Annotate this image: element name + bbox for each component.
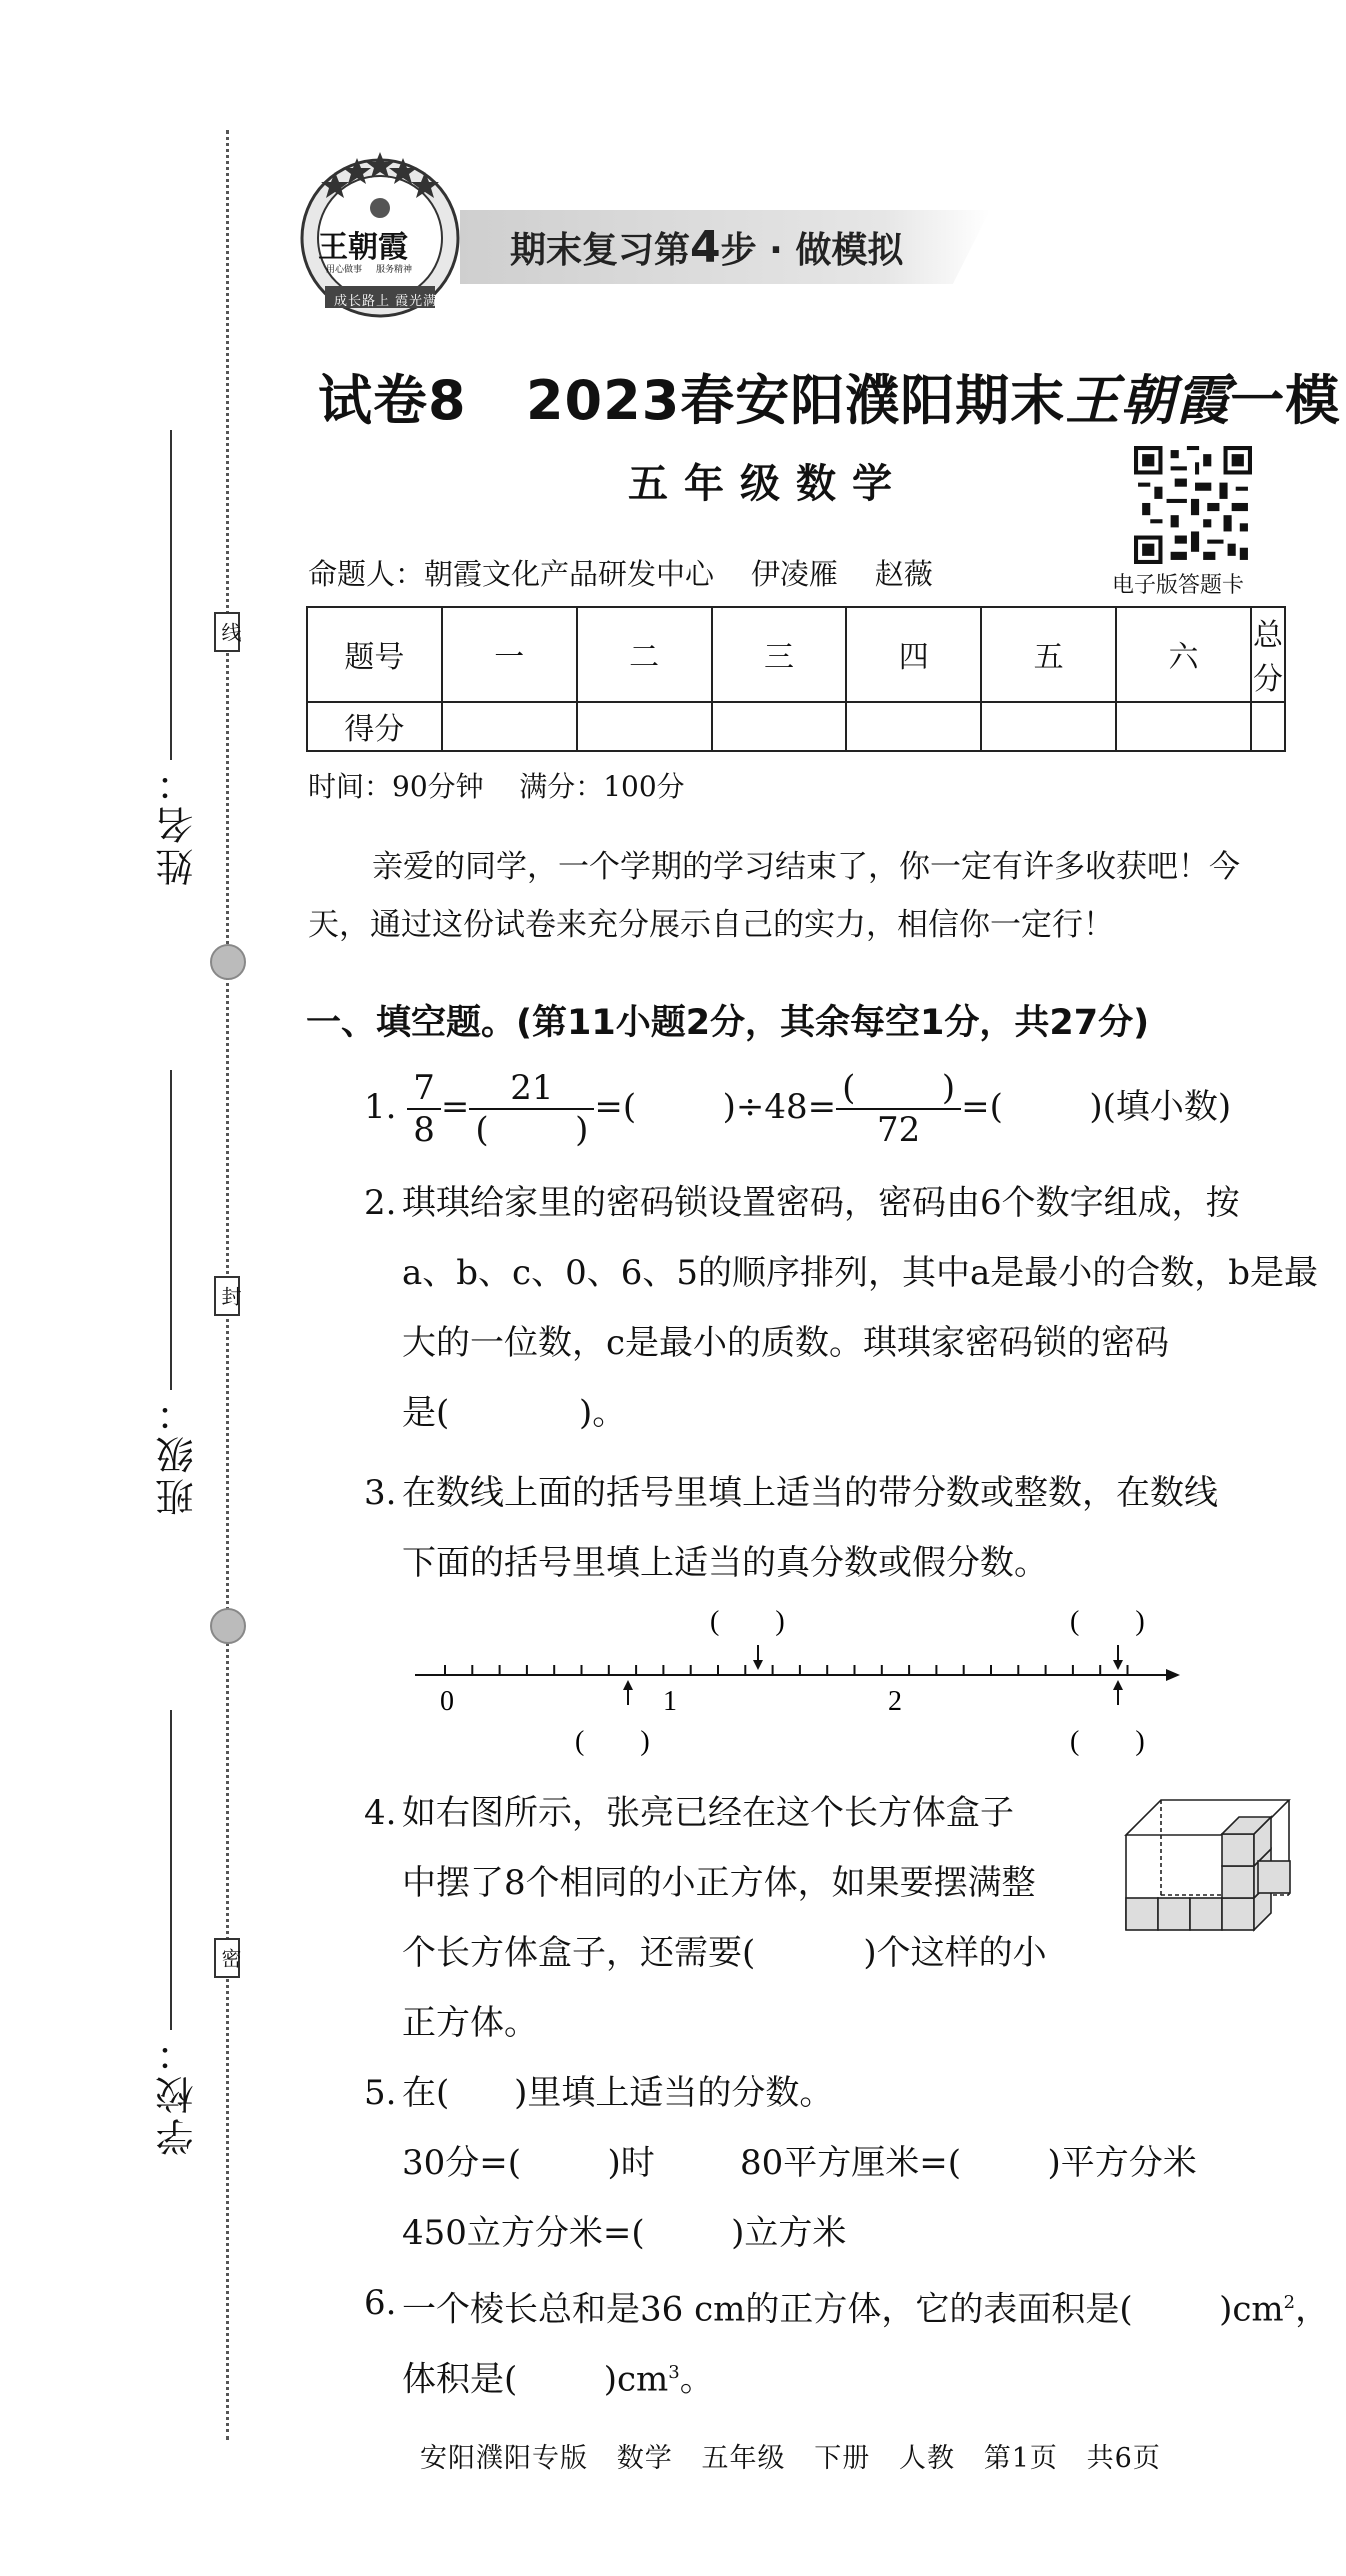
score-table-header-row (307, 607, 1285, 702)
question-3-line-1: 在数线上面的括号里填上适当的带分数或整数，在数线 (402, 1473, 1218, 1513)
score-entry-cell[interactable] (577, 702, 712, 751)
question-number: 1. (364, 1087, 397, 1127)
question-5-item-b[interactable]: 80平方厘米=( )平方分米 (740, 2143, 1197, 2183)
logo-slogan-1: 用心做事 (326, 265, 363, 275)
question-2-line-3: 大的一位数，c是最小的质数。琪琪家密码锁的密码 (402, 1323, 1170, 1363)
question-2-line-2: a、b、c、0、6、5的顺序排列，其中a是最小的合数，b是最 (402, 1253, 1319, 1293)
author-line: 命题人：朝霞文化产品研发中心 伊凌雁 赵薇 (308, 557, 933, 591)
score-table-cell: 四 (846, 607, 981, 702)
cut-mark-seal: 封 (214, 1276, 240, 1316)
fraction-21-blank[interactable]: $\frac{21}{( )}$ (469, 1068, 594, 1150)
score-table-cell: 六 (1116, 607, 1251, 702)
swirl-ornament-icon (210, 944, 246, 980)
question-3-line-2: 下面的括号里填上适当的真分数或假分数。 (402, 1543, 1048, 1583)
question-2-line-1: 琪琪给家里的密码锁设置密码，密码由6个数字组成，按 (402, 1183, 1240, 1223)
step-banner-text: 期末复习第4步 · 做模拟 (510, 222, 904, 273)
page-footer: 安阳濮阳专版 数学 五年级 下册 人教 第1页 共6页 (420, 2443, 1161, 2474)
exam-subtitle: 五年级数学 (628, 461, 908, 507)
question-1: 1. $\frac{7}{8}$ = $\frac{21}{( )}$ =( )÷48= $\frac{( )}{72}$ =( )(填小数) (364, 1068, 1232, 1150)
name-label: 姓名： (156, 760, 200, 886)
school-write-line[interactable] (170, 1710, 172, 2030)
score-table (306, 606, 1286, 752)
qr-caption: 电子版答题卡 (1112, 573, 1245, 598)
q1-blank-decimal[interactable]: =( )(填小数) (961, 1087, 1232, 1127)
score-entry-cell[interactable] (846, 702, 981, 751)
question-4-line-4: 正方体。 (402, 2003, 538, 2043)
class-write-line[interactable] (170, 1070, 172, 1390)
question-5-item-c[interactable]: 450立方分米=( )立方米 (402, 2213, 847, 2253)
question-2-answer-blank[interactable]: 是( )。 (402, 1393, 627, 1433)
cuboid-box-figure (1124, 1795, 1294, 1935)
score-table-cell: 二 (577, 607, 712, 702)
q1-blank-1[interactable]: =( )÷48= (594, 1087, 837, 1127)
fraction-blank-72[interactable]: $\frac{( )}{72}$ (836, 1068, 961, 1150)
tick-label-2: 2 (888, 1686, 902, 1717)
intro-paragraph: 亲爱的同学，一个学期的学习结束了，你一定有许多收获吧！今天，通过这份试卷来充分展示自己的实力，相信你一定行！ (308, 849, 1240, 943)
time-info: 时间：90分钟 满分：100分 (308, 770, 685, 803)
cut-mark-line: 线 (214, 612, 240, 652)
question-4-line-2: 中摆了8个相同的小正方体，如果要摆满整 (402, 1863, 1036, 1903)
score-entry-cell[interactable] (712, 702, 847, 751)
question-5-line-1: 在( )里填上适当的分数。 (402, 2073, 834, 2113)
question-6-number: 6. (364, 2283, 397, 2323)
score-entry-cell[interactable] (1116, 702, 1251, 751)
question-3-number: 3. (364, 1473, 397, 1513)
question-6-line-1[interactable]: 一个棱长总和是36 cm的正方体，它的表面积是( )$cm^2$， (402, 2289, 1330, 2330)
logo-slogan-2: 服务精神 (376, 265, 413, 275)
cut-mark-secret: 密 (214, 1938, 240, 1978)
score-table-score-row (307, 702, 1285, 751)
section-1-heading: 一、填空题。(第11小题2分，其余每空1分，共27分) (306, 1003, 1150, 1043)
score-table-cell: 题号 (307, 607, 442, 702)
logo-text: 王朝霞 (318, 230, 408, 265)
number-line-blank-top-1[interactable]: ( ) (710, 1606, 785, 1637)
number-line-blank-bottom-1[interactable]: ( ) (575, 1726, 650, 1757)
score-table-cell: 总分 (1251, 607, 1285, 702)
question-5-number: 5. (364, 2073, 397, 2113)
tick-label-0: 0 (440, 1686, 454, 1717)
score-entry-cell[interactable] (442, 702, 577, 751)
number-line (410, 1590, 1190, 1760)
name-write-line[interactable] (170, 430, 172, 760)
score-table-cell: 一 (442, 607, 577, 702)
score-entry-cell[interactable] (1251, 702, 1285, 751)
exam-title: 试卷8 2023春安阳濮阳期末王朝霞一模 (318, 368, 1341, 432)
question-4-line-3[interactable]: 个长方体盒子，还需要( )个这样的小 (402, 1933, 1047, 1973)
qr-code[interactable] (1134, 446, 1252, 564)
question-4-number: 4. (364, 1793, 397, 1833)
fraction-7-8: $\frac{7}{8}$ (407, 1068, 441, 1150)
class-label: 班级： (156, 1390, 200, 1516)
score-table-cell: 五 (981, 607, 1116, 702)
score-table-cell: 三 (712, 607, 847, 702)
score-label: 得分 (307, 702, 442, 751)
number-line-blank-top-2[interactable]: ( ) (1070, 1606, 1145, 1637)
question-2-number: 2. (364, 1183, 397, 1223)
logo-ribbon: 成长路上 霞光满天 (334, 294, 452, 309)
swirl-ornament-icon (210, 1608, 246, 1644)
question-5-item-a[interactable]: 30分=( )时 (402, 2143, 655, 2183)
tick-label-1: 1 (663, 1686, 677, 1717)
question-4-line-1: 如右图所示，张亮已经在这个长方体盒子 (402, 1793, 1014, 1833)
question-6-line-2[interactable]: 体积是( )$cm^3$。 (402, 2359, 714, 2400)
score-entry-cell[interactable] (981, 702, 1116, 751)
number-line-blank-bottom-2[interactable]: ( ) (1070, 1726, 1145, 1757)
school-label: 学校： (156, 2030, 200, 2156)
